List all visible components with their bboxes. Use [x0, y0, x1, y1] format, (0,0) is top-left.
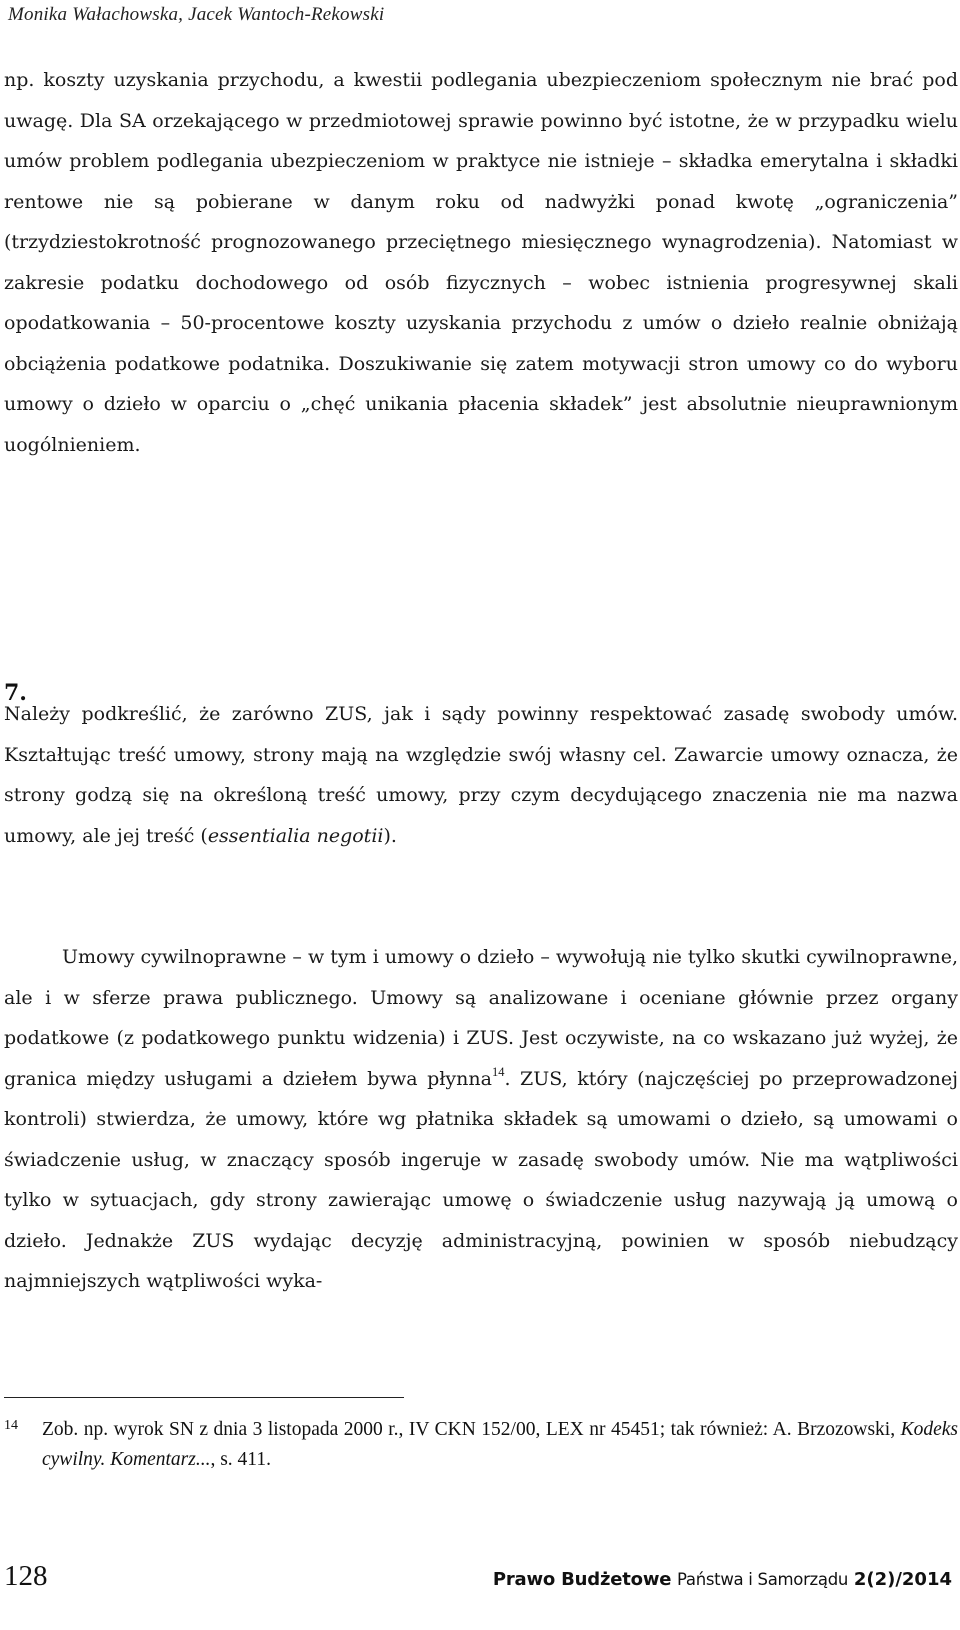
section-number: 7.	[4, 680, 27, 706]
paragraph-3-text-end: . ZUS, który (najczęściej po przeprowadzonej kontroli) stwierdza, że umowy, które wg płatnika składek są umowami o dzieło, są umowami o świadczenie usług, w znaczący sposób ingeruje w zasadę swobody umów. Nie ma wątpliwości tylko w sytuacjach, gdy strony zawierając umowę o świadczenie usług nazywają ją umową o dzieło. Jednakże ZUS wydając decyzję administracyjną, powinien w sposób niebudzący najmniejszych wątpliwości wyka-	[4, 1067, 958, 1292]
paragraph-2	[4, 694, 958, 856]
footnote-body	[4, 1415, 958, 1475]
paragraph-3-text-start: Umowy cywilnoprawne – w tym i umowy o dzieło – wywołują nie tylko skutki cywilnoprawne, ale i w sferze prawa publicznego. Umowy są analizowane i oceniane głównie przez organy podatkowe (z podatkowego punktu widzenia) i ZUS. Jest oczywiste, na co wskazano już wyżej, że granica między usługami a dziełem bywa płynna	[4, 946, 958, 1090]
paragraph-1-text: np. koszty uzyskania przychodu, a kwestii podlegania ubezpieczeniom społecznym nie brać pod uwagę. Dla SA orzekającego w przedmiotowej sprawie powinno być istotne, że w przypadku wielu umów problem podlegania ubezpieczeniom w praktyce nie istnieje – składka emerytalna i składki rentowe nie są pobierane w danym roku od nadwyżki ponad kwotę „ograniczenia” (trzydziestokrotność prognozowanego przeciętnego miesięcznego wynagrodzenia). Natomiast w zakresie podatku dochodowego od osób fizycznych – wobec istnienia progresywnej skali opodatkowania – 50-procentowe koszty uzyskania przychodu z umów o dzieło realnie obniżają obciążenia podatkowe podatnika. Doszukiwanie się zatem motywacji stron umowy co do wyboru umowy o dzieło w oparciu o „chęć unikania płacenia składek” jest absolutnie nieuprawnionym uogólnieniem.	[4, 69, 958, 456]
paragraph-3	[4, 937, 958, 1302]
running-head-authors: Monika Wałachowska, Jacek Wantoch-Rekowski	[8, 4, 385, 25]
footnote-14	[4, 1415, 958, 1475]
paragraph-2-text-start: Należy podkreślić, że zarówno ZUS, jak i sądy powinny respektować zasadę swobody umów. Kształtując treść umowy, strony mają na względzie swój własny cel. Zawarcie umowy oznacza, że strony godzą się na określoną treść umowy, przy czym decydującego znaczenia nie ma nazwa umowy, ale jej treść (	[4, 703, 958, 847]
journal-subtitle: Państwa i Samorządu	[677, 1570, 849, 1589]
paragraph-2-text-end: ).	[383, 824, 397, 847]
journal-title	[493, 1569, 952, 1590]
paragraph-2-latin-term: essentialia negotii	[207, 824, 384, 847]
footnote-text-end: , s. 411.	[210, 1449, 271, 1470]
footnote-mark: 14	[4, 1418, 18, 1433]
footnote-separator	[4, 1397, 404, 1398]
footnote-reference[interactable]: 14	[491, 1064, 505, 1079]
footnote-cited-work: Kodeks cywilny. Komentarz...	[42, 1419, 958, 1470]
footnote-text-start: Zob. np. wyrok SN z dnia 3 listopada 2000 r., IV CKN 152/00, LEX nr 45451; tak również: A. Brzozowski,	[42, 1419, 901, 1440]
page-number: 128	[4, 1560, 48, 1592]
journal-name: Prawo Budżetowe	[492, 1569, 672, 1590]
journal-issue: 2(2)/2014	[853, 1569, 952, 1590]
paragraph-1	[4, 60, 958, 465]
